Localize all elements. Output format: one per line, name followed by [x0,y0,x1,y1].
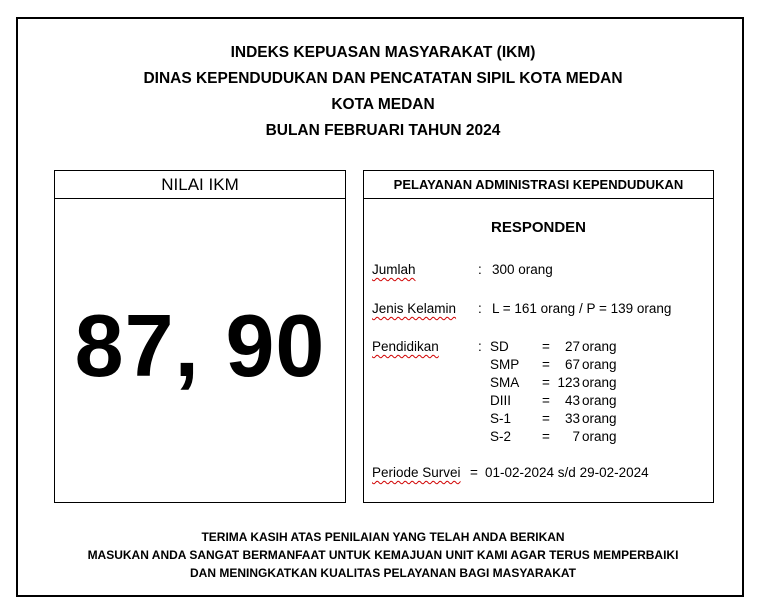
gender-colon: : [478,301,482,316]
period-colon: = [470,465,478,480]
footer-line: TERIMA KASIH ATAS PENILAIAN YANG TELAH ANDA BERIKAN [201,530,565,544]
gender-label: Jenis Kelamin [372,301,457,316]
gender-value: L = 161 orang / P = 139 orang [492,301,672,316]
education-equals: = [542,339,550,354]
page-footer [0,528,766,582]
education-unit: orang [582,375,617,390]
education-level: DIII [490,393,512,408]
respondents-title: RESPONDEN [490,219,587,236]
education-level: SD [490,339,509,354]
education-count: 27 [564,339,580,354]
header-city: KOTA MEDAN [331,96,435,113]
jumlah-label: Jumlah [372,262,416,277]
ikm-panel-title: NILAI IKM [55,171,345,199]
education-unit: orang [582,339,617,354]
education-level: SMA [490,375,520,390]
education-equals: = [542,393,550,408]
education-colon: : [478,339,482,354]
education-count: 67 [564,357,580,372]
period-label: Periode Survei [372,465,461,480]
education-count: 7 [572,429,580,444]
jumlah-value: 300 orang [492,262,553,277]
education-unit: orang [582,429,617,444]
education-label: Pendidikan [372,339,439,354]
header-agency: DINAS KEPENDUDUKAN DAN PENCATATAN SIPIL KOTA MEDAN [143,70,623,87]
education-count: 43 [564,393,580,408]
header-period: BULAN FEBRUARI TAHUN 2024 [265,122,501,139]
header-title: INDEKS KEPUASAN MASYARAKAT (IKM) [230,44,536,61]
education-count: 33 [564,411,580,426]
education-equals: = [542,357,550,372]
education-unit: orang [582,393,617,408]
education-level: SMP [490,357,520,372]
page-header [0,40,766,144]
education-equals: = [542,411,550,426]
service-panel-title: PELAYANAN ADMINISTRASI KEPENDUDUKAN [364,171,713,199]
education-equals: = [542,429,550,444]
ikm-value: 87, 90 [74,296,326,395]
education-count: 123 [557,375,580,390]
education-unit: orang [582,411,617,426]
education-level: S-2 [490,429,512,444]
footer-line: MASUKAN ANDA SANGAT BERMANFAAT UNTUK KEMAJUAN UNIT KAMI AGAR TERUS MEMPERBAIKI [87,548,679,562]
jumlah-colon: : [478,262,482,277]
education-equals: = [542,375,550,390]
period-value: 01-02-2024 s/d 29-02-2024 [485,465,649,480]
education-unit: orang [582,357,617,372]
education-level: S-1 [490,411,512,426]
service-panel [363,170,714,503]
ikm-panel [54,170,346,503]
footer-line: DAN MENINGKATKAN KUALITAS PELAYANAN BAGI MASYARAKAT [189,566,576,580]
